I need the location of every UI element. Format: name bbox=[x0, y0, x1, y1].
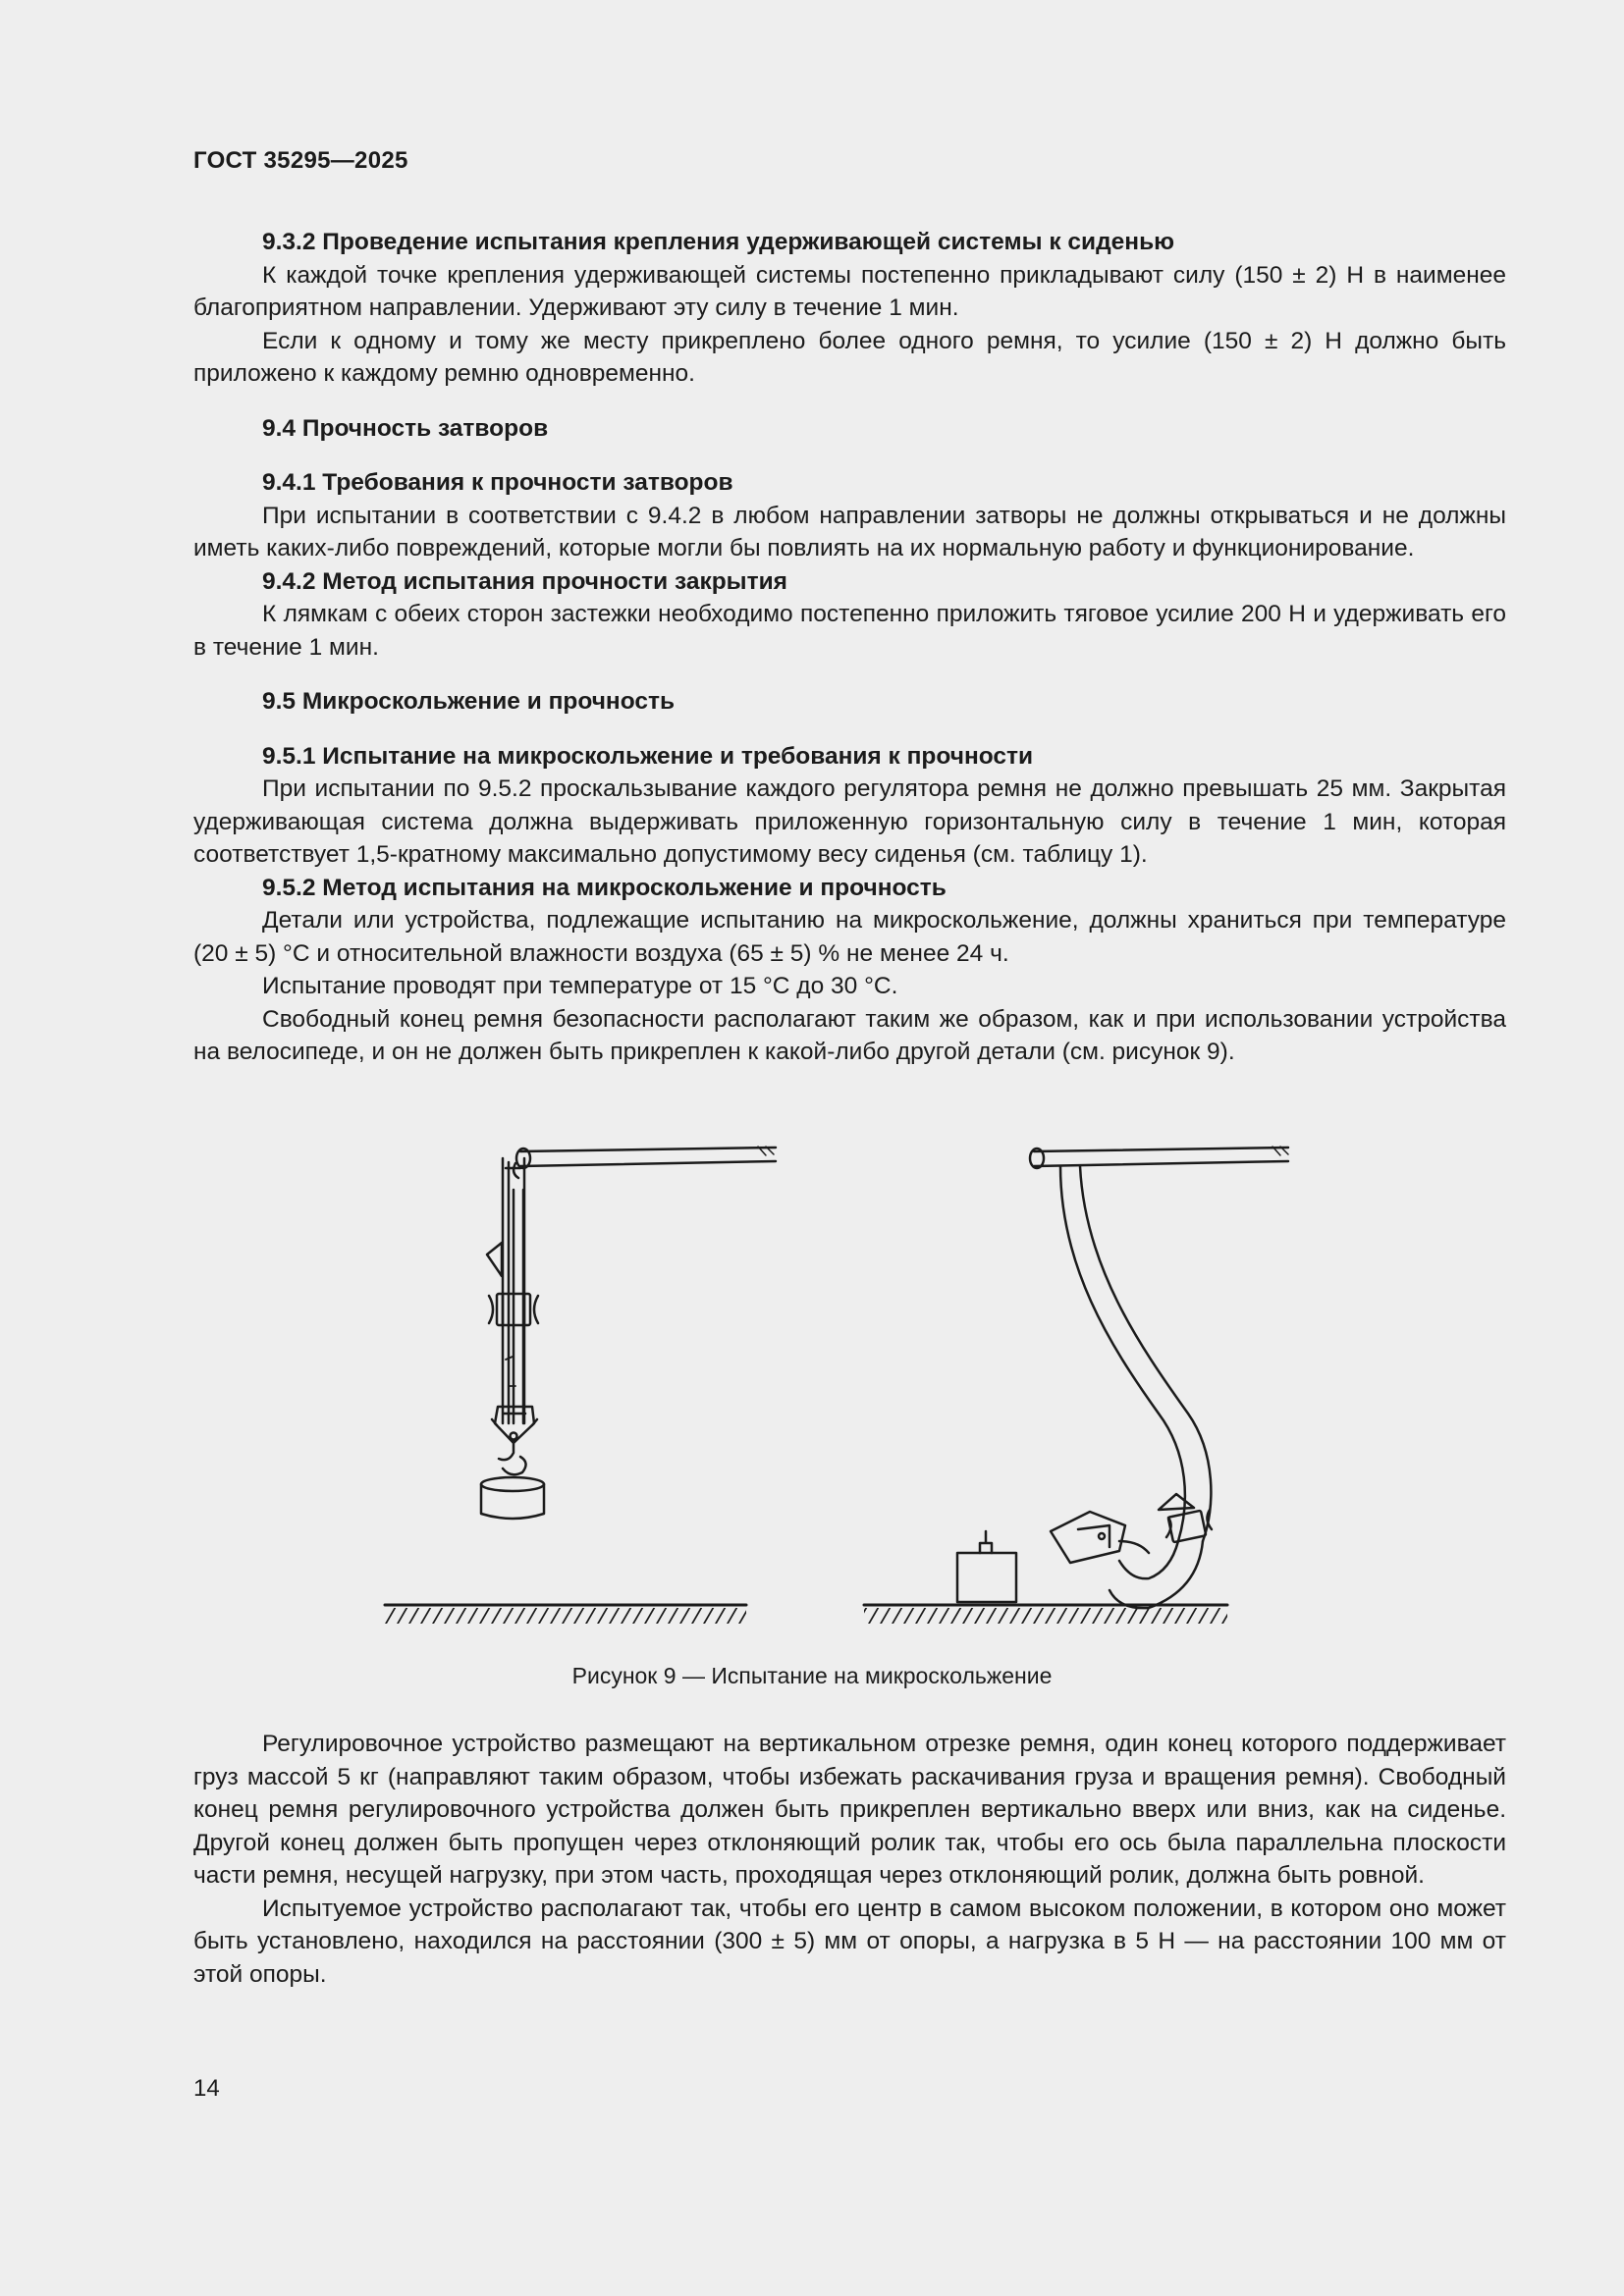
figure-caption: Рисунок 9 — Испытание на микроскольжение bbox=[571, 1663, 1053, 1688]
heading-9-3-2: 9.3.2 Проведение испытания крепления удерживающей системы к сиденью bbox=[262, 229, 1175, 255]
heading-9-5-2: 9.5.2 Метод испытания на микроскольжение и прочность bbox=[262, 874, 947, 901]
heading-9-5: 9.5 Микроскольжение и прочность bbox=[262, 688, 676, 715]
paragraph: При испытании по 9.5.2 проскальзывание каждого регулятора ремня не должно превышать 25 мм. Закрытая удерживающая система должна выдерживать приложенную горизонтальную силу в течение 1 мин, которая соответствует 1,5-кратному максимально допустимому весу сиденья (см. таблицу 1). bbox=[193, 775, 1506, 868]
body-section-2 bbox=[193, 1728, 1506, 1991]
heading-9-4: 9.4 Прочность затворов bbox=[262, 414, 549, 442]
document-header: ГОСТ 35295—2025 bbox=[193, 147, 408, 174]
page-number: 14 bbox=[193, 2075, 220, 2102]
paragraph: Испытуемое устройство располагают так, чтобы его центр в самом высоком положении, в котором оно может быть установлено, находился на расстоянии (300 ± 5) мм от опоры, а нагрузка в 5 Н — на расстоянии 100 мм от этой опоры. bbox=[193, 1895, 1506, 1988]
paragraph: Если к одному и тому же месту прикреплено более одного ремня, то усилие (150 ± 2) Н должно быть приложено к каждому ремню одновременно. bbox=[193, 327, 1506, 387]
paragraph: Свободный конец ремня безопасности располагают таким же образом, как и при использовании устройства на велосипеде, и он не должен быть прикреплен к какой-либо другой детали (см. рисунок 9). bbox=[193, 1005, 1506, 1065]
vertical-strap-setup bbox=[385, 1147, 776, 1624]
paragraph: К лямкам с обеих сторон застежки необходимо постепенно приложить тяговое усилие 200 Н и удерживать его в течение 1 мин. bbox=[193, 601, 1506, 661]
body-section-1 bbox=[193, 226, 1506, 1069]
micro-slip-test-figure bbox=[363, 1129, 1306, 1639]
curved-strap-setup bbox=[864, 1147, 1288, 1624]
heading-9-4-2: 9.4.2 Метод испытания прочности закрытия bbox=[262, 567, 787, 595]
paragraph: К каждой точке крепления удерживающей системы постепенно прикладывают силу (150 ± 2) Н в наименее благоприятном направлении. Удерживают эту силу в течение 1 мин. bbox=[193, 261, 1506, 321]
paragraph: Детали или устройства, подлежащие испытанию на микроскольжение, должны храниться при температуре (20 ± 5) °С и относительной влажности воздуха (65 ± 5) % не менее 24 ч. bbox=[193, 907, 1506, 967]
paragraph: Испытание проводят при температуре от 15 °С до 30 °С. bbox=[262, 973, 898, 999]
heading-9-5-1: 9.5.1 Испытание на микроскольжение и требования к прочности bbox=[262, 742, 1034, 770]
paragraph: Регулировочное устройство размещают на вертикальном отрезке ремня, один конец которого поддерживает груз массой 5 кг (направляют таким образом, чтобы избежать раскачивания груза и вращения ремня). Свободный конец ремня регулировочного устройства должен быть прикреплен вертикально вверх или вниз, как на сиденье. Другой конец должен быть пропущен через отклоняющий ролик так, чтобы его ось была параллельна плоскости части ремня, несущей нагрузку, при этом часть, проходящая через отклоняющий ролик, должна быть ровной. bbox=[193, 1731, 1506, 1889]
paragraph: При испытании в соответствии с 9.4.2 в любом направлении затворы не должны открываться и не должны иметь каких-либо повреждений, которые могли бы повлиять на их нормальную работу и функционирование. bbox=[193, 502, 1506, 561]
heading-9-4-1: 9.4.1 Требования к прочности затворов bbox=[262, 469, 733, 496]
